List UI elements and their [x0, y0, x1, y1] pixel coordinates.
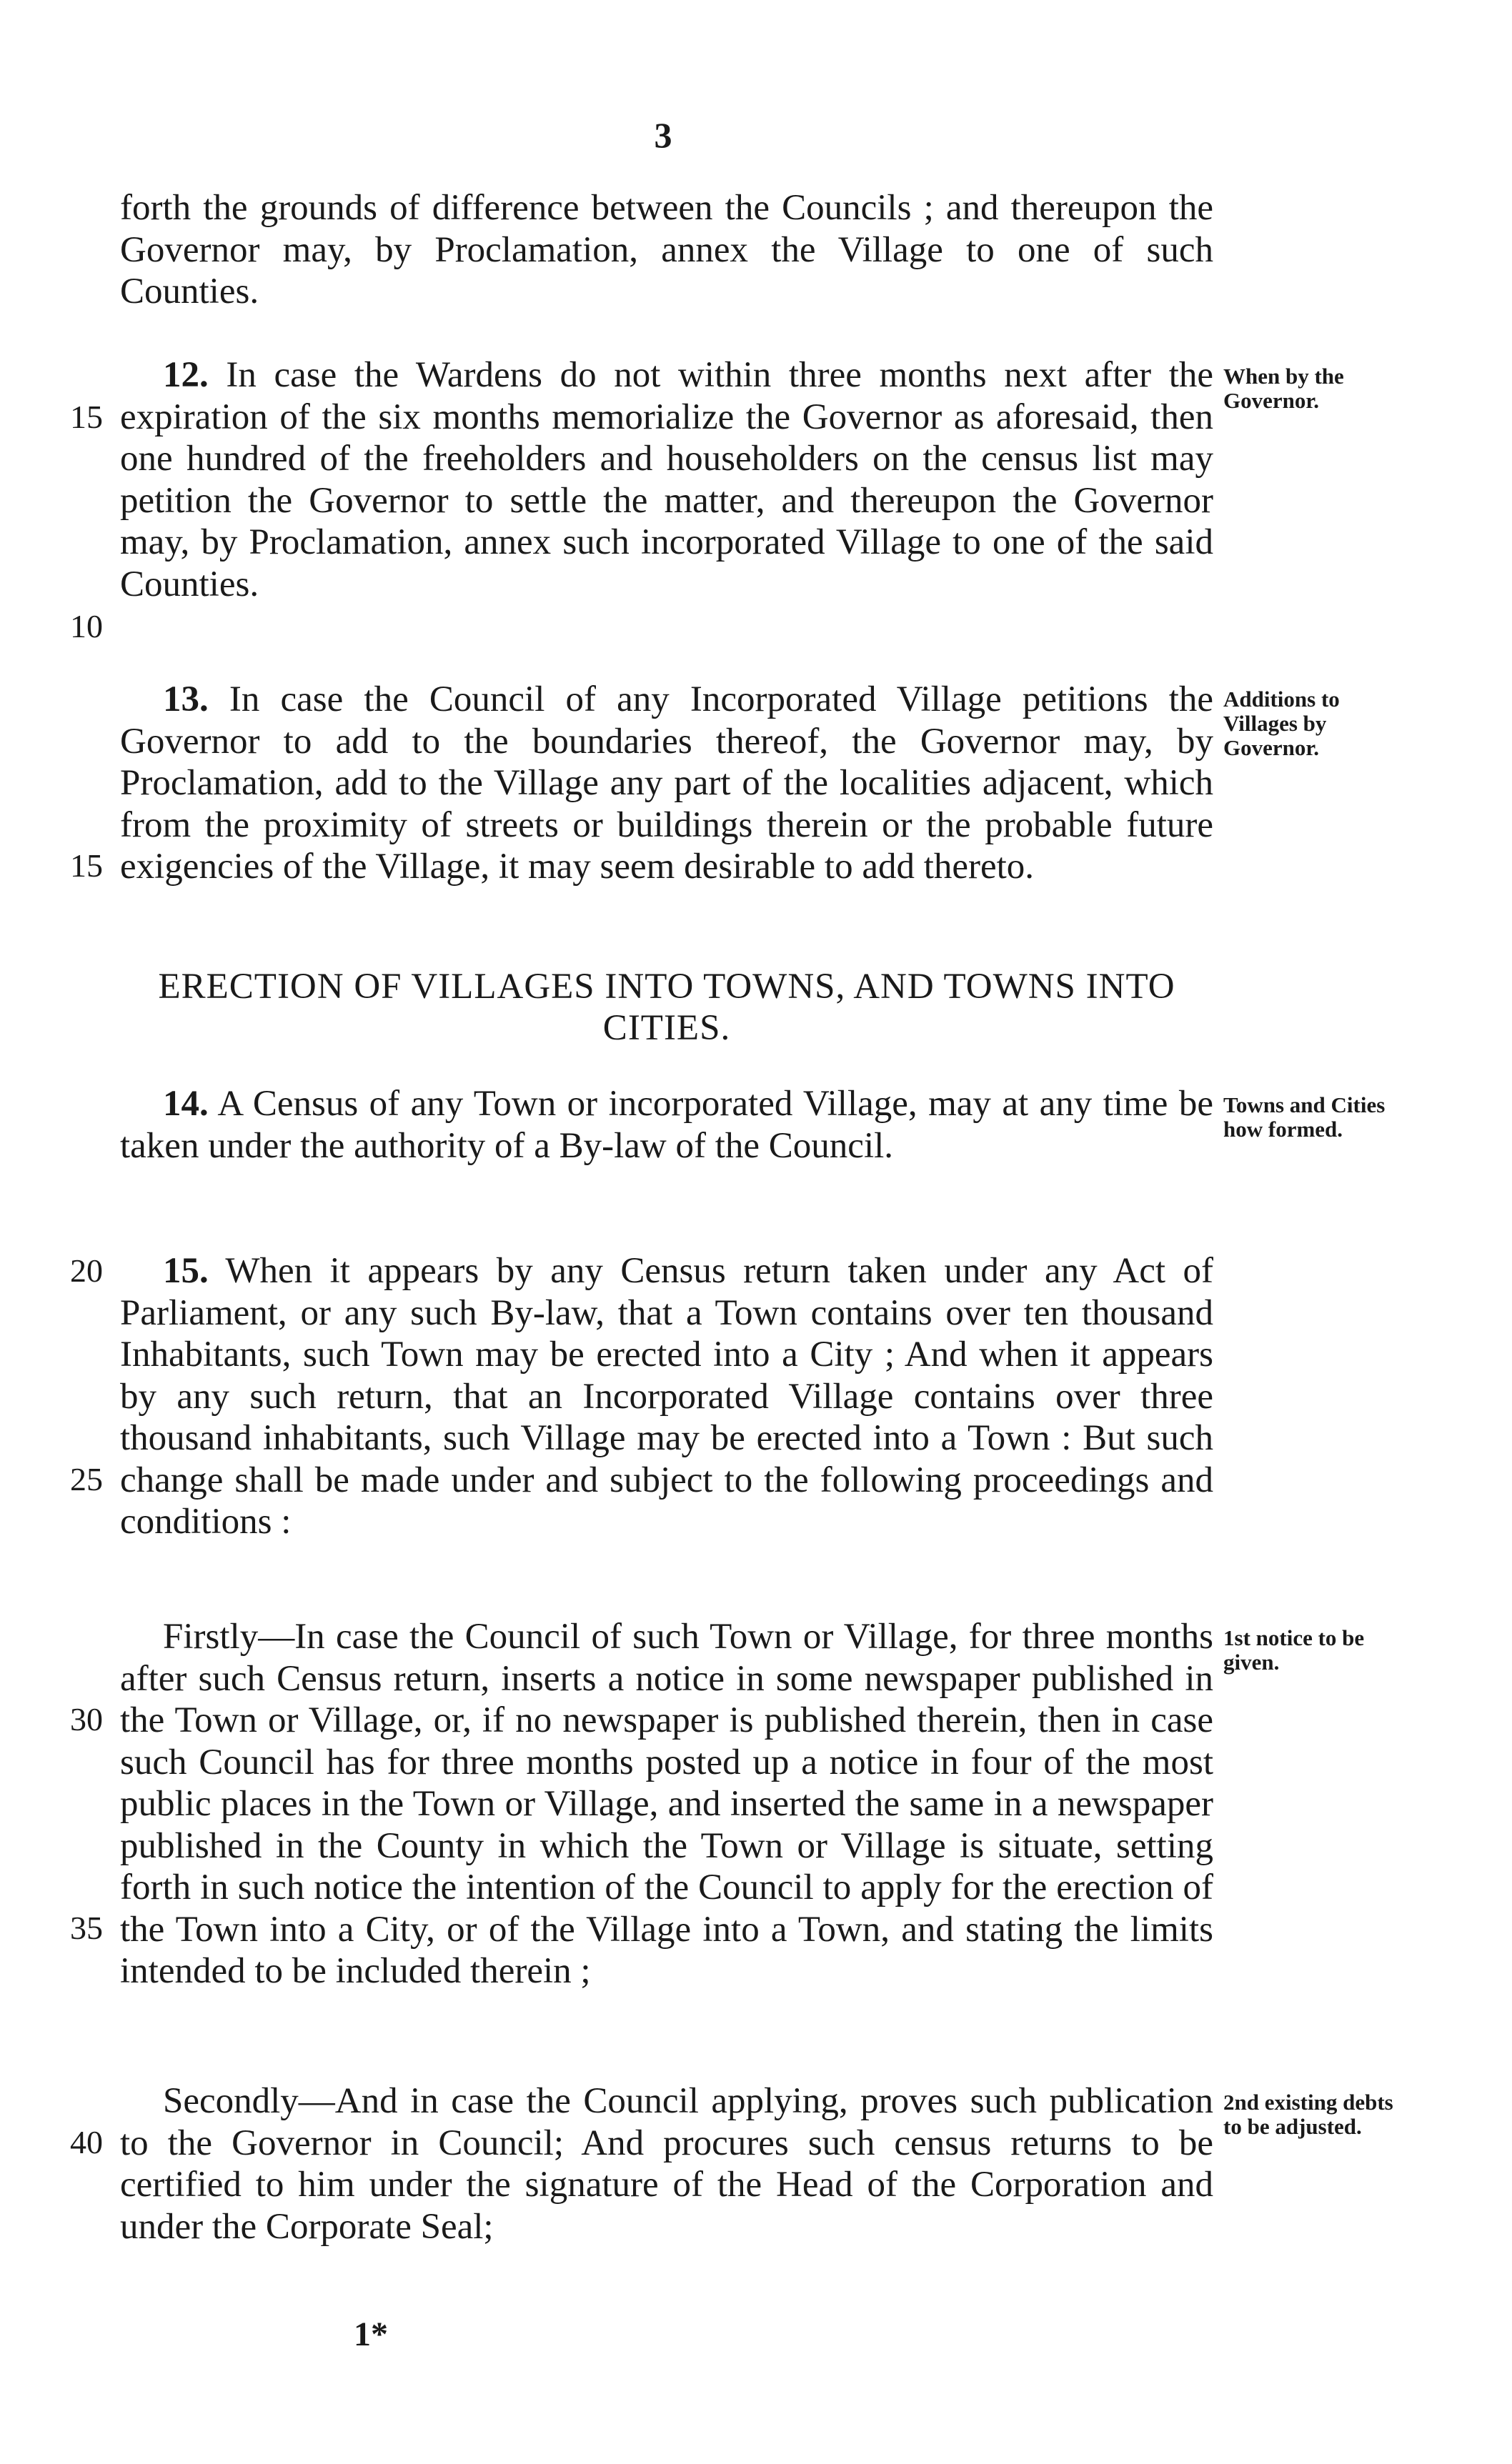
- section-text: In case the Wardens do not within three months next after the expiration of the six months memorialize the Governor as aforesaid, then one hundred of the freeholders and householders on the census list may petition the Governor to settle the matter, and thereupon the Governor may, by Proclamation, annex such incorporated Village to one of the said Counties.: [120, 355, 1213, 604]
- section-number: 12.: [163, 355, 209, 395]
- line-number: 15: [70, 399, 103, 435]
- section-14: [120, 1083, 1213, 1167]
- firstly-paragraph: [120, 1616, 1213, 1992]
- section-text: When it appears by any Census return taken under any Act of Parliament, or any such By-law, that a Town contains over ten thousand Inhabitants, such Town may be erected into a City ; And when it appears by any such return, that an Incorporated Village contains over three thousand inhabitants, such Village may be erected into a Town : But such change shall be made under and subject to the following proceedings and conditions :: [120, 1251, 1213, 1542]
- margin-note: 2nd existing debts to be adjusted.: [1223, 2090, 1393, 2139]
- secondly-paragraph: [120, 2080, 1213, 2248]
- paragraph-text: Secondly—And in case the Council applying, proves such publication to the Governor in Council; And procures such census returns to be certified to him under the signature of the Head of the Corporation and under the Corporate Seal;: [120, 2081, 1213, 2247]
- margin-note: Towns and Cities how formed.: [1223, 1092, 1386, 1142]
- margin-note: When by the Governor.: [1223, 364, 1344, 413]
- section-text: A Census of any Town or incorporated Village, may at any time be taken under the authority of a By-law of the Council.: [120, 1084, 1213, 1166]
- line-number: 10: [70, 608, 103, 644]
- paragraph-continuation: [120, 187, 1213, 313]
- line-number: 40: [70, 2124, 103, 2160]
- line-number: 15: [70, 847, 103, 884]
- paragraph-text: Firstly—In case the Council of such Town or Village, for three months after such Census return, inserts a notice in some newspaper published in the Town or Village, or, if no newspaper is published therein, then in case such Council has for three months posted up a notice in four of the most public places in the Town or Village, and inserted the same in a newspaper published in the County in which the Town or Village is situate, setting forth in such notice the intention of the Council to apply for the erection of the Town into a City, or of the Village into a Town, and stating the limits intended to be included therein ;: [120, 1617, 1213, 1991]
- signature-mark: 1*: [354, 2315, 388, 2353]
- line-number: 30: [70, 1701, 103, 1737]
- line-number: 20: [70, 1252, 103, 1289]
- section-12: [120, 354, 1213, 605]
- paragraph-text: forth the grounds of difference between the Councils ; and thereupon the Governor may, by Proclamation, annex the Village to one of such Counties.: [120, 188, 1213, 311]
- line-number: 25: [70, 1461, 103, 1497]
- line-number: 35: [70, 1910, 103, 1946]
- page-number: 3: [654, 115, 672, 155]
- margin-note: 1st notice to be given.: [1223, 1625, 1365, 1675]
- section-number: 15.: [163, 1251, 209, 1291]
- margin-note: Additions to Villages by Governor.: [1223, 687, 1340, 760]
- section-number: 13.: [163, 679, 209, 719]
- section-number: 14.: [163, 1084, 209, 1124]
- section-heading: ERECTION OF VILLAGES INTO TOWNS, AND TOWNS INTO CITIES.: [158, 967, 1175, 1048]
- section-15: [120, 1250, 1213, 1543]
- section-13: [120, 679, 1213, 888]
- section-text: In case the Council of any Incorporated Village petitions the Governor to add to the boundaries thereof, the Governor may, by Proclamation, add to the Village any part of the localities adjacent, which from the proximity of streets or buildings therein or the probable future exigencies of the Village, it may seem desirable to add thereto.: [120, 679, 1213, 887]
